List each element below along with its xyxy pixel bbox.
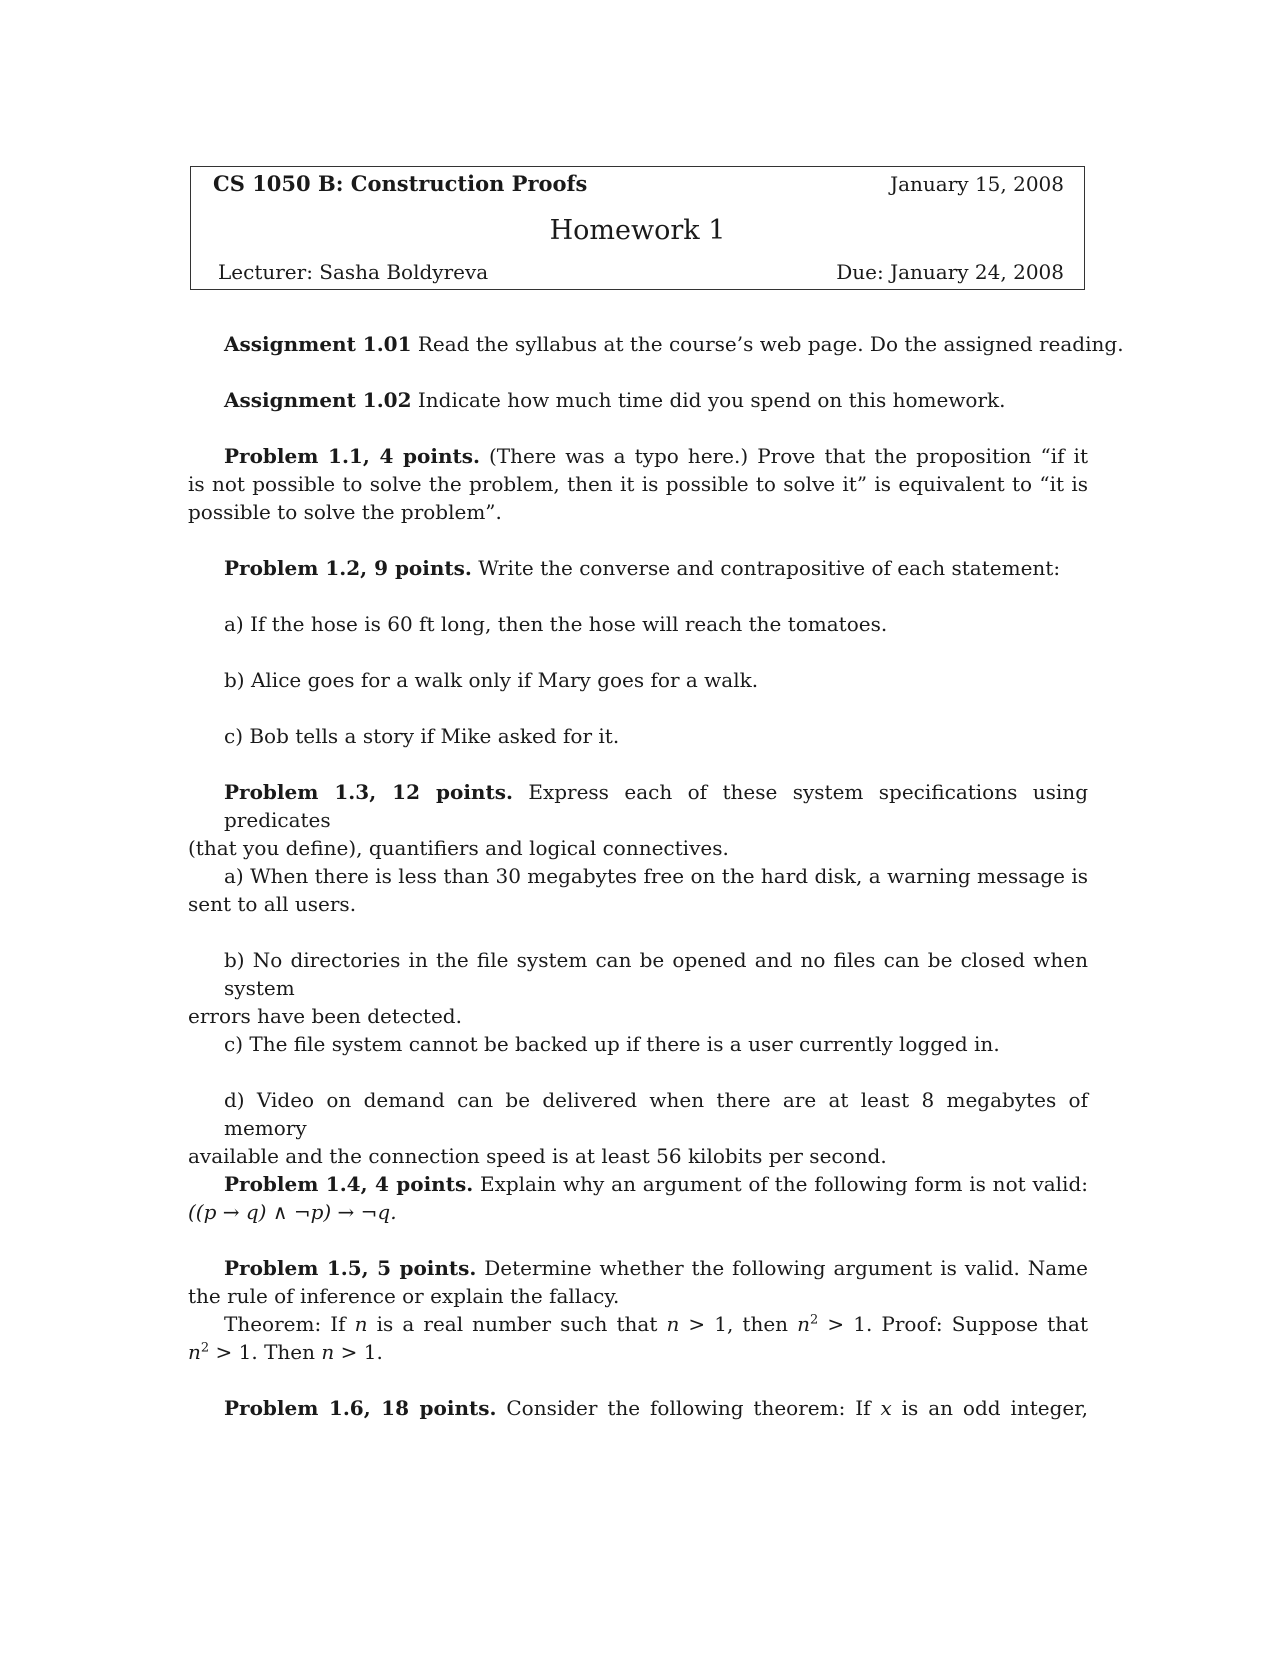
problem-1-3-a bbox=[188, 862, 1088, 918]
problem-1-3-c-line: c) The file system cannot be backed up if there is a user currently logged in. bbox=[224, 1032, 1000, 1056]
proof-exponent: 2 bbox=[200, 1340, 210, 1356]
problem-1-1-line2: is not possible to solve the problem, then it is possible to solve it” is equivalent to “it is bbox=[188, 472, 1088, 496]
assignment-1-02-text: Indicate how much time did you spend on this homework. bbox=[411, 388, 1006, 412]
problem-1-3 bbox=[188, 778, 1088, 862]
lecturer: Lecturer: Sasha Boldyreva bbox=[218, 260, 489, 284]
problem-1-1-line1: (There was a typo here.) Prove that the proposition “if it bbox=[479, 444, 1088, 468]
problem-1-3-b-line2: errors have been detected. bbox=[188, 1004, 462, 1028]
problem-1-2-b: b) Alice goes for a walk only if Mary goes for a walk. bbox=[224, 668, 759, 692]
due-date: Due: January 24, 2008 bbox=[836, 260, 1064, 284]
problem-1-4 bbox=[188, 1170, 1088, 1226]
assignment-1-01-label: Assignment 1.01 bbox=[224, 332, 412, 356]
assignment-1-01 bbox=[188, 330, 1124, 358]
assignment-1-02 bbox=[188, 386, 1088, 414]
proof-var-n: n bbox=[188, 1340, 201, 1364]
problem-1-2-a: a) If the hose is 60 ft long, then the hose will reach the tomatoes. bbox=[224, 612, 888, 636]
problem-1-6-text-b: is an odd integer, bbox=[891, 1396, 1088, 1420]
theorem-var-n: n bbox=[666, 1312, 680, 1336]
issue-date: January 15, 2008 bbox=[890, 172, 1064, 196]
problem-1-3-a-line1: a) When there is less than 30 megabytes free on the hard disk, a warning message is bbox=[224, 864, 1088, 888]
problem-1-3-c bbox=[188, 1030, 1088, 1058]
theorem-text-d: > 1. Proof: Suppose that bbox=[818, 1312, 1088, 1336]
problem-1-3-a-line2: sent to all users. bbox=[188, 892, 357, 916]
problem-1-2-text: Write the converse and contrapositive of each statement: bbox=[471, 556, 1061, 580]
problem-1-3-label: Problem 1.3, 12 points. bbox=[224, 780, 513, 804]
problem-1-5-label: Problem 1.5, 5 points. bbox=[224, 1256, 477, 1280]
problem-1-6-label: Problem 1.6, 18 points. bbox=[224, 1396, 497, 1420]
problem-1-3-d-line2: available and the connection speed is at least 56 kilobits per second. bbox=[188, 1144, 887, 1168]
problem-1-4-line1: Explain why an argument of the following form is not valid: bbox=[473, 1172, 1088, 1196]
course-title: CS 1050 B: Construction Proofs bbox=[213, 171, 588, 196]
problem-1-2-label: Problem 1.2, 9 points. bbox=[224, 556, 472, 580]
header-box bbox=[190, 166, 1085, 290]
proof-var-n: n bbox=[321, 1340, 335, 1364]
theorem-var-n: n bbox=[354, 1312, 368, 1336]
problem-1-6-var-x: x bbox=[880, 1396, 892, 1420]
problem-1-3-d-line1: d) Video on demand can be delivered when there are at least 8 megabytes of memory bbox=[224, 1088, 1088, 1140]
problem-1-6-text-a: Consider the following theorem: If bbox=[496, 1396, 881, 1420]
problem-1-2-c: c) Bob tells a story if Mike asked for it. bbox=[224, 724, 620, 748]
assignment-1-01-text: Read the syllabus at the course’s web page. Do the assigned reading. bbox=[411, 332, 1124, 356]
problem-1-3-b-line1: b) No directories in the file system can be opened and no files can be closed when system bbox=[224, 948, 1088, 1000]
proof-text-b: > 1. bbox=[334, 1340, 383, 1364]
theorem-exponent: 2 bbox=[810, 1312, 819, 1328]
problem-1-3-d bbox=[188, 1086, 1088, 1170]
proof-text-a: > 1. Then bbox=[209, 1340, 322, 1364]
problem-1-4-label: Problem 1.4, 4 points. bbox=[224, 1172, 474, 1196]
problem-1-4-formula: ((p → q) ∧ ¬p) → ¬q. bbox=[188, 1200, 397, 1224]
problem-1-6 bbox=[188, 1394, 1088, 1422]
problem-1-3-line1: Express each of these system specifications using predicates bbox=[224, 780, 1088, 832]
problem-1-5-theorem bbox=[188, 1310, 1088, 1338]
problem-1-5-proof bbox=[188, 1338, 1088, 1366]
problem-1-1-label: Problem 1.1, 4 points. bbox=[224, 444, 480, 468]
problem-1-3-b bbox=[188, 946, 1088, 1030]
homework-title: Homework 1 bbox=[549, 215, 726, 246]
problem-1-5-line2: the rule of inference or explain the fallacy. bbox=[188, 1284, 620, 1308]
problem-1-5 bbox=[188, 1254, 1088, 1366]
theorem-text-b: is a real number such that bbox=[367, 1312, 667, 1336]
problem-1-1 bbox=[188, 442, 1088, 526]
problem-1-1-line3: possible to solve the problem”. bbox=[188, 500, 502, 524]
assignment-1-02-label: Assignment 1.02 bbox=[224, 388, 412, 412]
theorem-var-n: n bbox=[797, 1312, 811, 1336]
problem-1-2 bbox=[188, 554, 1088, 582]
theorem-text-c: > 1, then bbox=[679, 1312, 798, 1336]
problem-1-3-line2: (that you define), quantifiers and logical connectives. bbox=[188, 836, 729, 860]
problem-1-5-line1: Determine whether the following argument is valid. Name bbox=[476, 1256, 1088, 1280]
theorem-text-a: Theorem: If bbox=[224, 1312, 355, 1336]
